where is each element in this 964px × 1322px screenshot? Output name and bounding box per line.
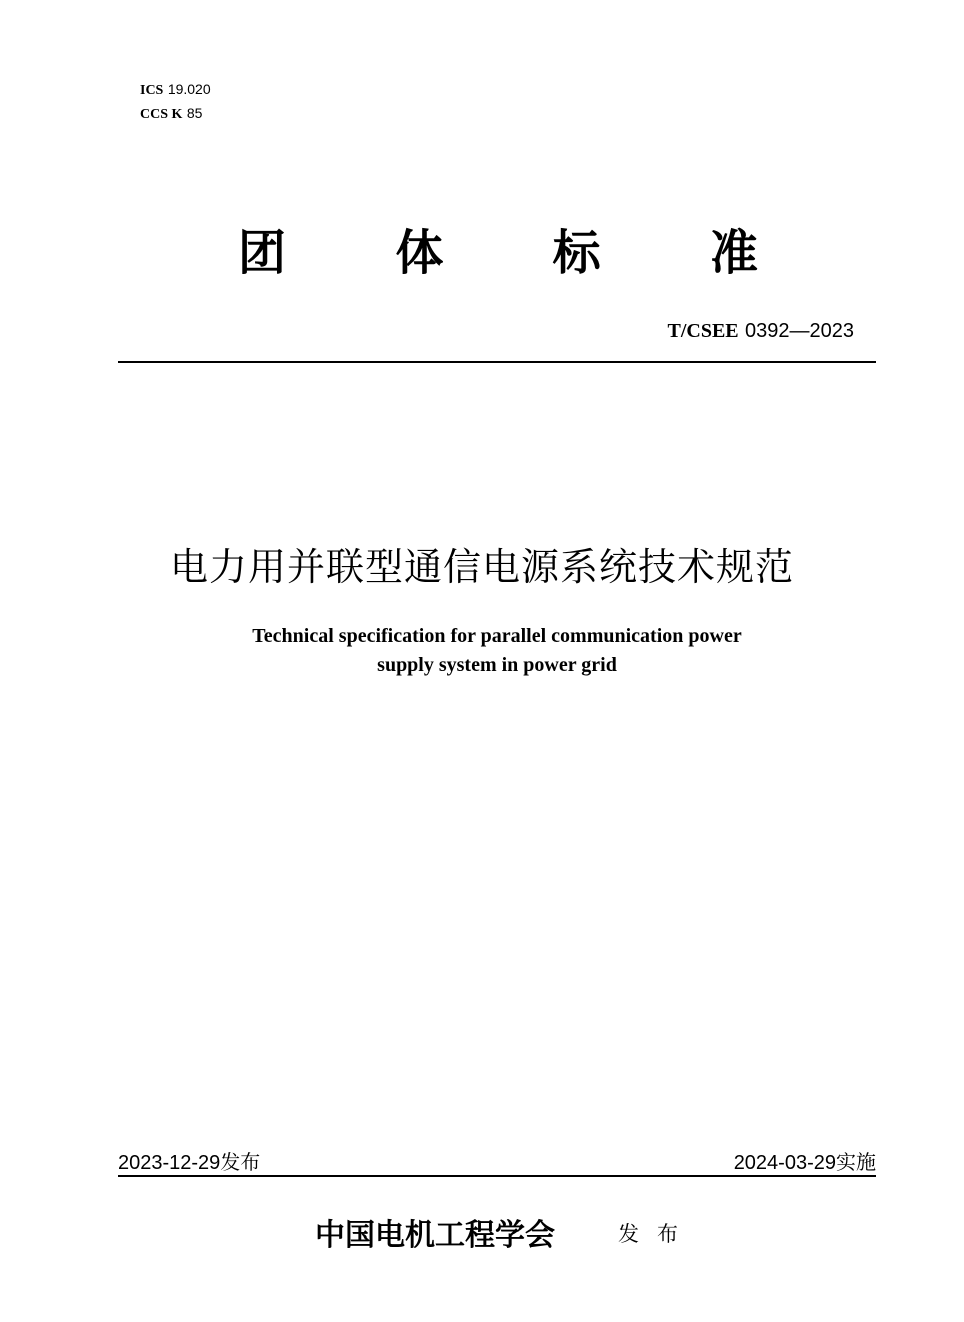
title-english-line: supply system in power grid [377,654,617,676]
ics-label: ICS [140,83,164,98]
standard-type-char: 标 [552,224,601,281]
ccs-value: 85 [186,105,203,121]
standard-type-char: 准 [709,224,758,281]
standard-type-heading [238,218,758,281]
title-chinese: 电力用并联型通信电源系统技术规范 [169,545,794,589]
title-english [0,622,964,680]
ics-code [140,78,211,102]
classification-codes [140,78,211,126]
footer-divider [118,1175,876,1177]
ccs-label: CCS K [140,107,183,122]
standard-number-value: 0392—2023 [745,320,854,342]
issue-date: 2023-12-29发布 [118,1152,261,1174]
title-english-line: Technical specification for parallel communication power [252,625,742,647]
ics-value: 19.020 [167,81,211,97]
ccs-code [140,102,211,126]
publisher-name: 中国电机工程学会 [315,1218,555,1253]
standard-type-char: 团 [238,224,287,281]
publish-label: 发布 [618,1222,696,1246]
standard-number [668,318,855,343]
standard-type-char: 体 [395,224,444,281]
implementation-date: 2024-03-29实施 [733,1152,876,1174]
standard-code: T/CSEE [667,320,739,342]
header-divider [118,361,876,363]
